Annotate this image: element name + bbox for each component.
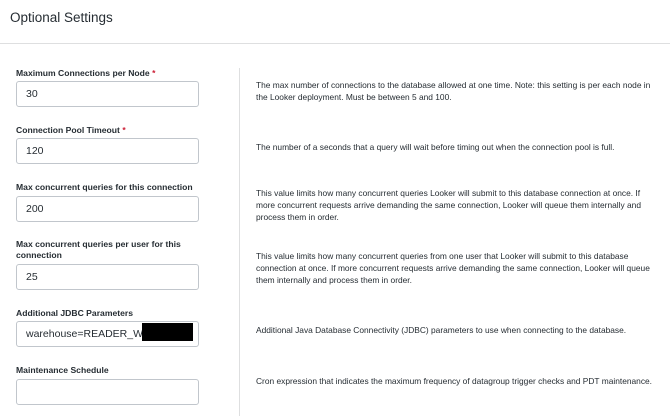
jdbc-parameters-description: Additional Java Database Connectivity (JDBC) parameters to use when connecting to the database.	[256, 325, 627, 335]
jdbc-parameters-label: Additional JDBC Parameters	[16, 308, 134, 318]
redacted-block	[142, 323, 193, 341]
max-concurrent-queries-description: This value limits how many concurrent queries Looker will submit to this database connection at once. If more concurrent requests arrive demanding the same connection, Looker will queue them internally and process them in order.	[256, 188, 641, 222]
max-connections-input[interactable]	[16, 81, 199, 107]
settings-header	[0, 0, 670, 44]
connection-pool-timeout-input[interactable]	[16, 138, 199, 164]
required-mark: *	[152, 68, 156, 78]
connection-pool-timeout-description: The number of a seconds that a query will wait before timing out when the connection pool is full.	[256, 142, 615, 152]
max-connections-description: The max number of connections to the database allowed at one time. Note: this setting is per each node in the Looker deployment. Must be between 5 and 100.	[256, 80, 651, 102]
max-concurrent-queries-per-user-input[interactable]	[16, 264, 199, 290]
maintenance-schedule-label: Maintenance Schedule	[16, 365, 109, 375]
max-concurrent-queries-per-user-description: This value limits how many concurrent queries from one user that Looker will submit to this database connection at once. If more concurrent requests arrive demanding the same connection, Looker will queue them internally and process them in order.	[256, 251, 650, 285]
required-mark: *	[122, 125, 126, 135]
max-concurrent-queries-input[interactable]	[16, 196, 199, 222]
max-concurrent-queries-per-user-label: Max concurrent queries per user for this connection	[16, 239, 181, 260]
column-divider	[239, 68, 240, 416]
page-title: Optional Settings	[10, 10, 113, 25]
max-concurrent-queries-label: Max concurrent queries for this connection	[16, 182, 193, 192]
connection-pool-timeout-label: Connection Pool Timeout *	[16, 125, 126, 135]
maintenance-schedule-input[interactable]	[16, 379, 199, 405]
maintenance-schedule-description: Cron expression that indicates the maximum frequency of datagroup trigger checks and PDT maintenance.	[256, 376, 653, 386]
max-connections-label: Maximum Connections per Node *	[16, 68, 156, 78]
